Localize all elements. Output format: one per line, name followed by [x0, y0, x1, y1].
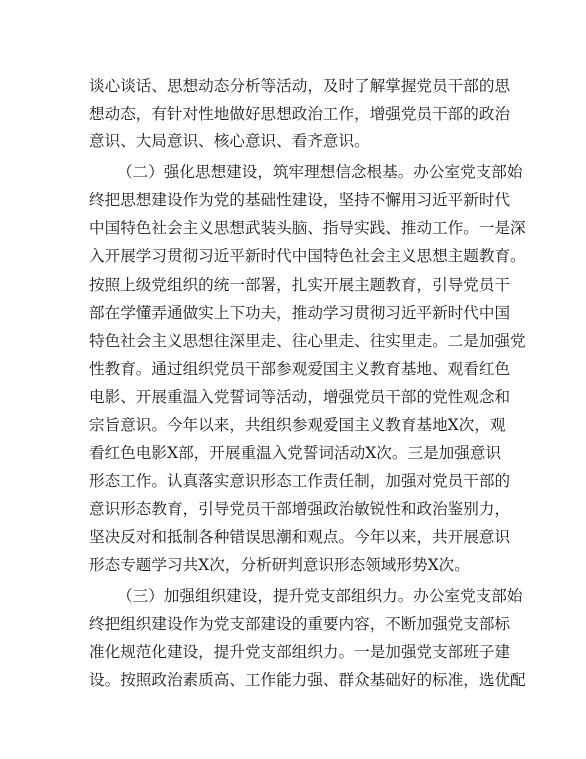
- text-line: 入开展学习贯彻习近平新时代中国特色社会主义思想主题教育。: [89, 247, 526, 265]
- text-line: 按照上级党组织的统一部署，扎实开展主题教育，引导党员干: [89, 276, 511, 294]
- text-line: 意识形态教育，引导党员干部增强政治敏锐性和政治鉴别力，: [89, 500, 511, 518]
- text-line: 设。按照政治素质高、工作能力强、群众基础好的标准，选优配: [89, 671, 526, 689]
- text-line: 终把组织建设作为党支部建设的重要内容，不断加强党支部标: [89, 615, 511, 633]
- text-line: 准化规范化建设，提升党支部组织力。一是加强党支部班子建: [89, 643, 511, 661]
- text-line: 部在学懂弄通做实上下功夫，推动学习贯彻习近平新时代中国: [89, 304, 511, 322]
- text-line: 坚决反对和抵制各种错误思潮和观点。今年以来，共开展意识: [89, 528, 511, 546]
- section-heading-line: （三）加强组织建设，提升党支部组织力。办公室党支部始: [117, 587, 523, 605]
- text-line: 性教育。通过组织党员干部参观爱国主义教育基地、观看红色: [89, 360, 511, 378]
- text-line: 意识、大局意识、核心意识、看齐意识。: [89, 132, 370, 150]
- text-line: 宗旨意识。今年以来，共组织参观爱国主义教育基地X次，观: [89, 416, 506, 434]
- text-line: 形态工作。认真落实意识形态工作责任制，加强对党员干部的: [89, 472, 511, 490]
- text-line: 终把思想建设作为党的基础性建设，坚持不懈用习近平新时代: [89, 191, 511, 209]
- text-line: 谈心谈话、思想动态分析等活动，及时了解掌握党员干部的思: [89, 77, 511, 95]
- text-line: 电影、开展重温入党誓词等活动，增强党员干部的党性观念和: [89, 388, 511, 406]
- text-line: 形态专题学习共X次，分析研判意识形态领域形势X次。: [89, 556, 470, 574]
- text-line: 看红色电影X部，开展重温入党誓词活动X次。三是加强意识: [89, 444, 502, 462]
- text-line: 中国特色社会主义思想武装头脑、指导实践、推动工作。一是深: [89, 219, 526, 237]
- section-heading-line: （二）强化思想建设，筑牢理想信念根基。办公室党支部始: [117, 163, 523, 181]
- text-line: 想动态，有针对性地做好思想政治工作，增强党员干部的政治: [89, 105, 511, 123]
- text-line: 特色社会主义思想往深里走、往心里走、往实里走。二是加强党: [89, 332, 526, 350]
